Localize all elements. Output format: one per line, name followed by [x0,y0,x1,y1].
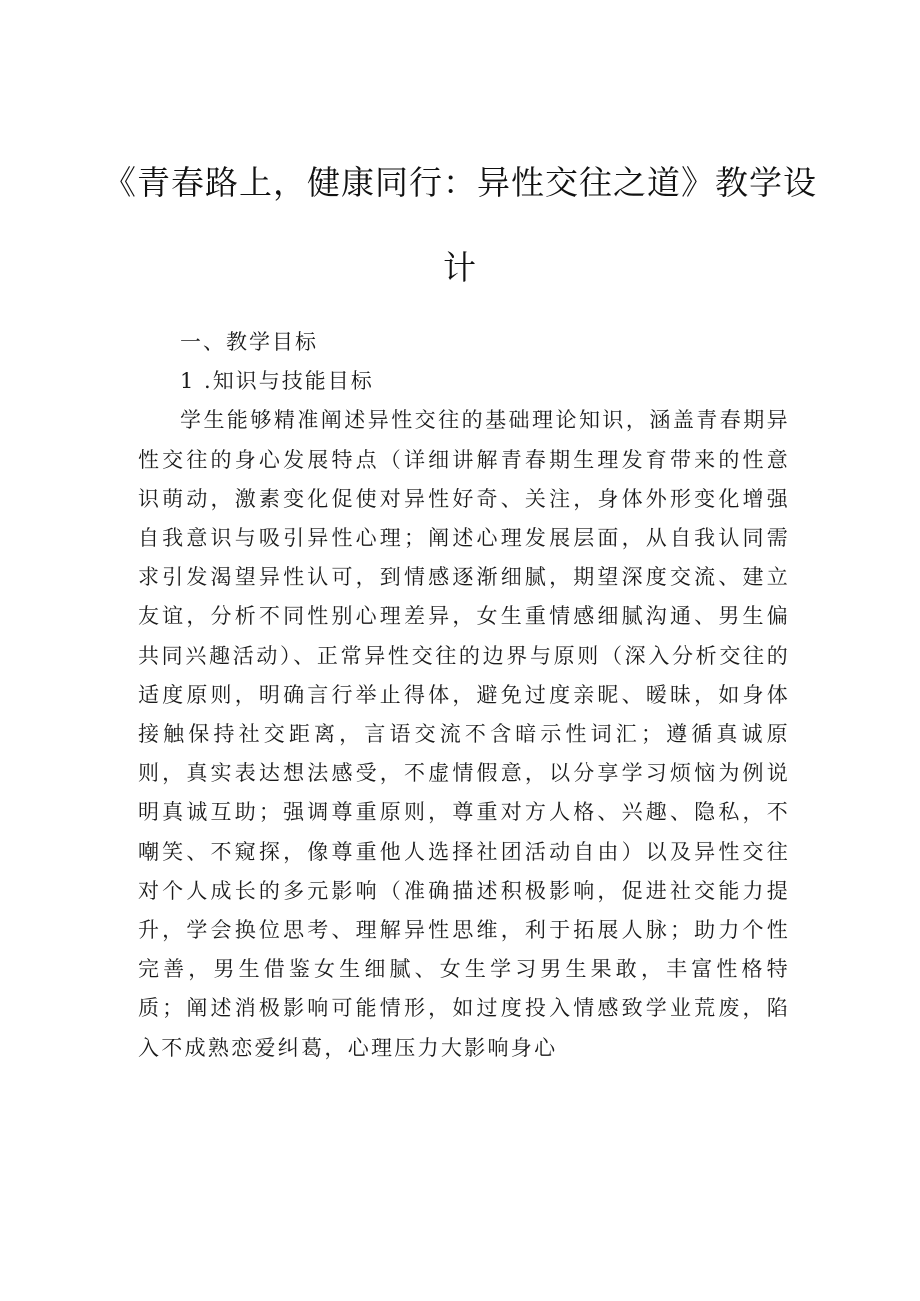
body-paragraph: 学生能够精准阐述异性交往的基础理论知识，涵盖青春期异性交往的身心发展特点（详细讲解青春期生理发育带来的性意识萌动，激素变化促使对异性好奇、关注，身体外形变化增强自我意识与吸引异性心理；阐述心理发展层面，从自我认同需求引发渴望异性认可，到情感逐渐细腻，期望深度交流、建立友谊，分析不同性别心理差异，女生重情感细腻沟通、男生偏共同兴趣活动）、正常异性交往的边界与原则（深入分析交往的适度原则，明确言行举止得体，避免过度亲昵、暧昧，如身体接触保持社交距离，言语交流不含暗示性词汇；遵循真诚原则，真实表达想法感受，不虚情假意，以分享学习烦恼为例说明真诚互助；强调尊重原则，尊重对方人格、兴趣、隐私，不嘲笑、不窥探，像尊重他人选择社团活动自由）以及异性交往对个人成长的多元影响（准确描述积极影响，促进社交能力提升，学会换位思考、理解异性思维，利于拓展人脉；助力个性完善，男生借鉴女生细腻、女生学习男生果敢，丰富性格特质；阐述消极影响可能情形，如过度投入情感致学业荒废，陷入不成熟恋爱纠葛，心理压力大影响身心 [138,408,790,1060]
document-title: 《青春路上，健康同行：异性交往之道》教学设计 [103,163,817,287]
section-heading: 一、教学目标 [180,330,318,354]
subsection-heading: 1 .知识与技能目标 [180,369,374,394]
document-body [138,323,790,1068]
